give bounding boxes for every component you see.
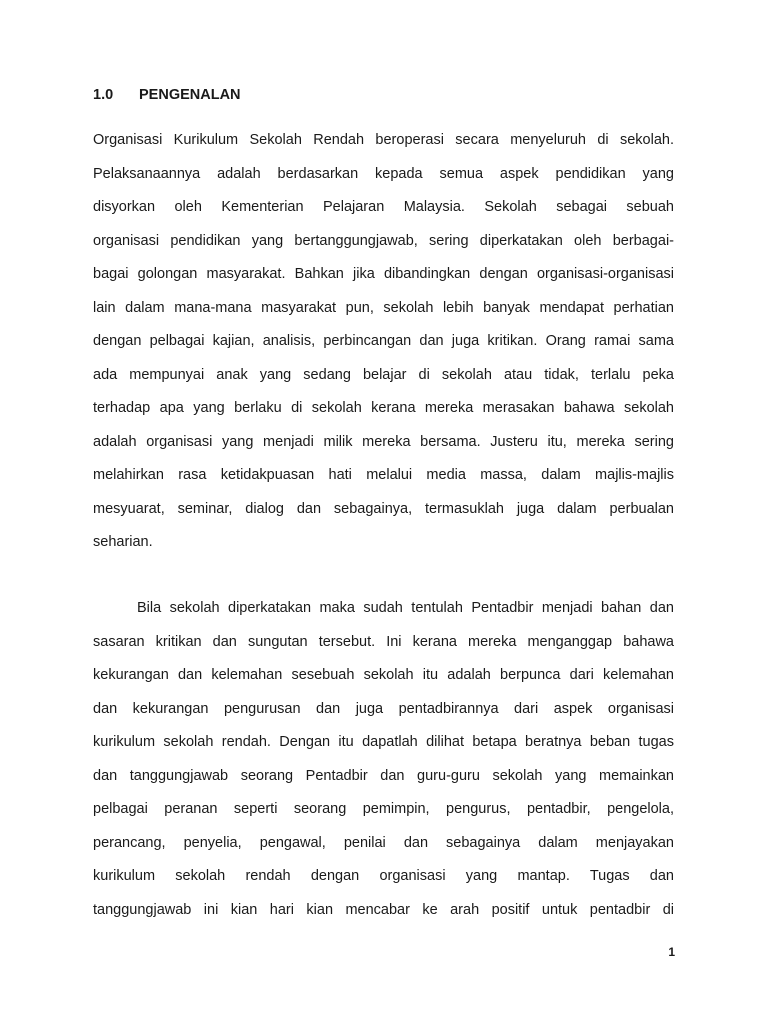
text-line: kurikulum sekolah rendah dengan organisasi yang mantap. Tugas dan	[93, 868, 674, 884]
text-line: disyorkan oleh Kementerian Pelajaran Malaysia. Sekolah sebagai sebuah	[93, 199, 674, 215]
text-line: terhadap apa yang berlaku di sekolah kerana mereka merasakan bahawa sekolah	[93, 400, 674, 416]
text-line: tanggungjawab ini kian hari kian mencabar ke arah positif untuk pentadbir di	[93, 901, 674, 918]
text-line: sasaran kritikan dan sungutan tersebut. Ini kerana mereka menganggap bahawa	[93, 633, 674, 650]
text-line: lain dalam mana-mana masyarakat pun, sekolah lebih banyak mendapat perhatian	[93, 299, 674, 316]
paragraph-second	[93, 595, 674, 930]
text-line: kekurangan dan kelemahan sesebuah sekolah itu adalah berpunca dari kelemahan	[93, 667, 674, 683]
text-line-last: seharian.	[93, 534, 153, 550]
text-line: melahirkan rasa ketidakpuasan hati melalui media massa, dalam majlis-majlis	[93, 467, 674, 483]
text-line: dan tanggungjawab seorang Pentadbir dan guru-guru sekolah yang memainkan	[93, 767, 674, 784]
section-title: PENGENALAN	[139, 87, 241, 103]
section-heading	[93, 87, 241, 103]
text-line: ada mempunyai anak yang sedang belajar di sekolah atau tidak, terlalu peka	[93, 366, 674, 383]
text-line: kurikulum sekolah rendah. Dengan itu dapatlah dilihat betapa beratnya beban tugas	[93, 734, 674, 750]
text-line: organisasi pendidikan yang bertanggungjawab, sering diperkatakan oleh berbagai-	[93, 232, 674, 249]
text-line: mesyuarat, seminar, dialog dan sebagainya, termasuklah juga dalam perbualan	[93, 500, 674, 517]
text-line: perancang, penyelia, pengawal, penilai dan sebagainya dalam menjayakan	[93, 834, 674, 851]
text-line: Pelaksanaannya adalah berdasarkan kepada semua aspek pendidikan yang	[93, 165, 674, 182]
text-line: dan kekurangan pengurusan dan juga pentadbirannya dari aspek organisasi	[93, 700, 674, 717]
text-line: pelbagai peranan seperti seorang pemimpin, pengurus, pentadbir, pengelola,	[93, 801, 674, 817]
page-number: 1	[668, 945, 675, 959]
text-line: adalah organisasi yang menjadi milik mereka bersama. Justeru itu, mereka sering	[93, 433, 674, 450]
text-line-indented: Bila sekolah diperkatakan maka sudah tentulah Pentadbir menjadi bahan dan	[137, 600, 674, 616]
text-line: bagai golongan masyarakat. Bahkan jika dibandingkan dengan organisasi-organisasi	[93, 266, 674, 282]
text-line: dengan pelbagai kajian, analisis, perbincangan dan juga kritikan. Orang ramai sama	[93, 333, 674, 349]
paragraph-introduction	[93, 127, 674, 563]
section-number: 1.0	[93, 87, 114, 103]
text-line: Organisasi Kurikulum Sekolah Rendah beroperasi secara menyeluruh di sekolah.	[93, 132, 674, 148]
